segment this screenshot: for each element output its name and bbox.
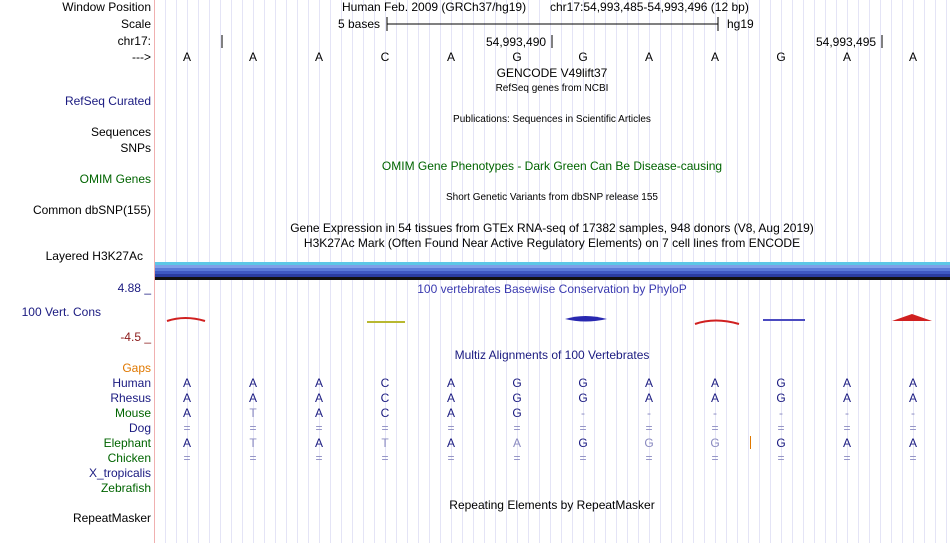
alignment-base: C bbox=[380, 391, 390, 405]
alignment-base: - bbox=[911, 406, 915, 420]
track-label-column bbox=[0, 0, 155, 543]
alignment-base: G bbox=[644, 436, 654, 450]
alignment-base: G bbox=[776, 376, 786, 390]
alignment-base: A bbox=[644, 376, 653, 390]
assembly-title: Human Feb. 2009 (GRCh37/hg19) bbox=[342, 0, 527, 14]
alignment-base: = bbox=[711, 451, 719, 465]
reference-base: A bbox=[446, 50, 455, 64]
ruler-coord-1: 54,993,490 bbox=[486, 35, 547, 49]
chromosome-label: chr17: bbox=[117, 34, 151, 48]
refseq-track-title[interactable]: RefSeq genes from NCBI bbox=[495, 83, 609, 94]
alignment-base: = bbox=[579, 451, 587, 465]
omim-track-title[interactable]: OMIM Gene Phenotypes - Dark Green Can Be Disease-causing bbox=[381, 159, 723, 173]
alignment-base: A bbox=[446, 406, 455, 420]
species-label-x-tropicalis[interactable]: X_tropicalis bbox=[88, 466, 151, 480]
reference-base: G bbox=[776, 50, 786, 64]
repeatmasker-label[interactable]: RepeatMasker bbox=[72, 511, 151, 525]
alignment-base: A bbox=[908, 436, 917, 450]
alignment-base: A bbox=[842, 436, 851, 450]
layered-h3k27ac-label[interactable]: Layered H3K27Ac bbox=[45, 249, 143, 263]
reference-base: G bbox=[512, 50, 522, 64]
alignment-base: = bbox=[381, 421, 389, 435]
alignment-base: = bbox=[909, 421, 917, 435]
alignment-base: A bbox=[248, 391, 257, 405]
alignment-base: = bbox=[183, 451, 191, 465]
alignment-base: A bbox=[248, 376, 257, 390]
alignment-base: = bbox=[645, 451, 653, 465]
omim-genes-label[interactable]: OMIM Genes bbox=[79, 172, 151, 186]
alignment-base: = bbox=[513, 421, 521, 435]
alignment-base: A bbox=[446, 391, 455, 405]
alignment-base: A bbox=[908, 376, 917, 390]
reference-base: C bbox=[380, 50, 390, 64]
alignment-base: A bbox=[182, 391, 191, 405]
strand-arrow-label[interactable]: ---> bbox=[132, 50, 151, 64]
window-position-label: Window Position bbox=[62, 0, 151, 14]
alignment-base: - bbox=[581, 406, 585, 420]
alignment-base: = bbox=[843, 451, 851, 465]
vert-cons-label[interactable]: 100 Vert. Cons bbox=[21, 305, 101, 319]
species-label-rhesus[interactable]: Rhesus bbox=[110, 391, 151, 405]
reference-base: G bbox=[578, 50, 588, 64]
alignment-base: C bbox=[380, 376, 390, 390]
alignment-base: G bbox=[578, 376, 588, 390]
alignment-base: G bbox=[578, 391, 588, 405]
alignment-base: A bbox=[710, 391, 719, 405]
phylop-max-label: 4.88 _ bbox=[117, 281, 151, 295]
alignment-base: = bbox=[315, 421, 323, 435]
repeatmasker-track-title[interactable]: Repeating Elements by RepeatMasker bbox=[449, 498, 655, 512]
species-label-zebrafish[interactable]: Zebrafish bbox=[100, 481, 151, 495]
phylop-glyphs[interactable] bbox=[155, 305, 950, 335]
phylop-track-title[interactable]: 100 vertebrates Basewise Conservation by PhyloP bbox=[417, 282, 687, 296]
species-label-human[interactable]: Human bbox=[112, 376, 151, 390]
alignment-base: A bbox=[182, 436, 191, 450]
alignment-base: A bbox=[182, 376, 191, 390]
species-label-dog[interactable]: Dog bbox=[128, 421, 151, 435]
reference-base: A bbox=[710, 50, 719, 64]
snps-label[interactable]: SNPs bbox=[120, 141, 151, 155]
alignment-base: = bbox=[249, 421, 257, 435]
alignment-base: G bbox=[512, 376, 522, 390]
alignment-base: G bbox=[512, 391, 522, 405]
alignment-base: G bbox=[512, 406, 522, 420]
gencode-track-title[interactable]: GENCODE V49lift37 bbox=[496, 66, 608, 80]
alignment-base: A bbox=[314, 391, 323, 405]
alignment-base: = bbox=[909, 451, 917, 465]
reference-base: A bbox=[842, 50, 851, 64]
alignment-base: - bbox=[647, 406, 651, 420]
scale-bar-text: 5 bases bbox=[338, 17, 381, 31]
h3k27ac-track-title[interactable]: H3K27Ac Mark (Often Found Near Active Regulatory Elements) on 7 cell lines from ENCODE bbox=[303, 236, 801, 250]
publications-track-title[interactable]: Publications: Sequences in Scientific Articles bbox=[453, 114, 651, 125]
reference-base: A bbox=[908, 50, 917, 64]
reference-base: A bbox=[182, 50, 191, 64]
species-label-chicken[interactable]: Chicken bbox=[107, 451, 151, 465]
gap-marker bbox=[750, 436, 751, 449]
alignment-base: = bbox=[315, 451, 323, 465]
scale-label: Scale bbox=[120, 17, 151, 31]
alignment-base: A bbox=[710, 376, 719, 390]
alignment-base: A bbox=[446, 376, 455, 390]
alignment-base: - bbox=[845, 406, 849, 420]
alignment-base: G bbox=[776, 436, 786, 450]
alignment-base: = bbox=[513, 451, 521, 465]
gaps-label[interactable]: Gaps bbox=[122, 361, 151, 375]
window-position-text: chr17:54,993,485-54,993,496 (12 bp) bbox=[550, 0, 749, 14]
alignment-base: = bbox=[711, 421, 719, 435]
reference-base: A bbox=[644, 50, 653, 64]
alignment-base: T bbox=[249, 406, 257, 420]
scale-db-text: hg19 bbox=[727, 17, 754, 31]
alignment-base: A bbox=[512, 436, 521, 450]
alignment-base: = bbox=[843, 421, 851, 435]
species-label-mouse[interactable]: Mouse bbox=[114, 406, 151, 420]
alignment-base: G bbox=[776, 391, 786, 405]
ruler-coord-2: 54,993,495 bbox=[816, 35, 877, 49]
alignment-base: A bbox=[842, 391, 851, 405]
alignment-base: G bbox=[578, 436, 588, 450]
refseq-curated-label[interactable]: RefSeq Curated bbox=[64, 94, 151, 108]
alignment-base: A bbox=[182, 406, 191, 420]
alignment-base: = bbox=[777, 421, 785, 435]
reference-base: A bbox=[248, 50, 257, 64]
alignment-base: A bbox=[314, 376, 323, 390]
alignment-base: = bbox=[447, 421, 455, 435]
common-dbsnp-label[interactable]: Common dbSNP(155) bbox=[32, 203, 151, 217]
alignment-base: = bbox=[183, 421, 191, 435]
alignment-base: = bbox=[381, 451, 389, 465]
alignment-base: - bbox=[713, 406, 717, 420]
alignment-base: A bbox=[908, 391, 917, 405]
species-label-elephant[interactable]: Elephant bbox=[103, 436, 151, 450]
alignment-base: = bbox=[645, 421, 653, 435]
alignment-base: A bbox=[446, 436, 455, 450]
reference-base: A bbox=[314, 50, 323, 64]
alignment-base: = bbox=[777, 451, 785, 465]
alignment-base: A bbox=[314, 406, 323, 420]
alignment-base: = bbox=[579, 421, 587, 435]
browser-image-area[interactable] bbox=[155, 0, 950, 543]
alignment-base: = bbox=[249, 451, 257, 465]
alignment-base: A bbox=[842, 376, 851, 390]
alignment-base: C bbox=[380, 406, 390, 420]
alignment-base: G bbox=[710, 436, 720, 450]
multiz-track-title[interactable]: Multiz Alignments of 100 Vertebrates bbox=[454, 348, 650, 362]
sequences-label[interactable]: Sequences bbox=[90, 125, 151, 139]
alignment-base: - bbox=[779, 406, 783, 420]
alignment-base: T bbox=[381, 436, 389, 450]
alignment-base: = bbox=[447, 451, 455, 465]
alignment-base: A bbox=[644, 391, 653, 405]
scale-and-ruler bbox=[155, 0, 950, 60]
phylop-min-label: -4.5 _ bbox=[120, 330, 151, 344]
alignment-base: T bbox=[249, 436, 257, 450]
gtex-track-title[interactable]: Gene Expression in 54 tissues from GTEx RNA-seq of 17382 samples, 948 donors (V8, Aug 2019) bbox=[290, 221, 814, 235]
dbsnp-track-title[interactable]: Short Genetic Variants from dbSNP release 155 bbox=[446, 192, 658, 203]
alignment-base: A bbox=[314, 436, 323, 450]
